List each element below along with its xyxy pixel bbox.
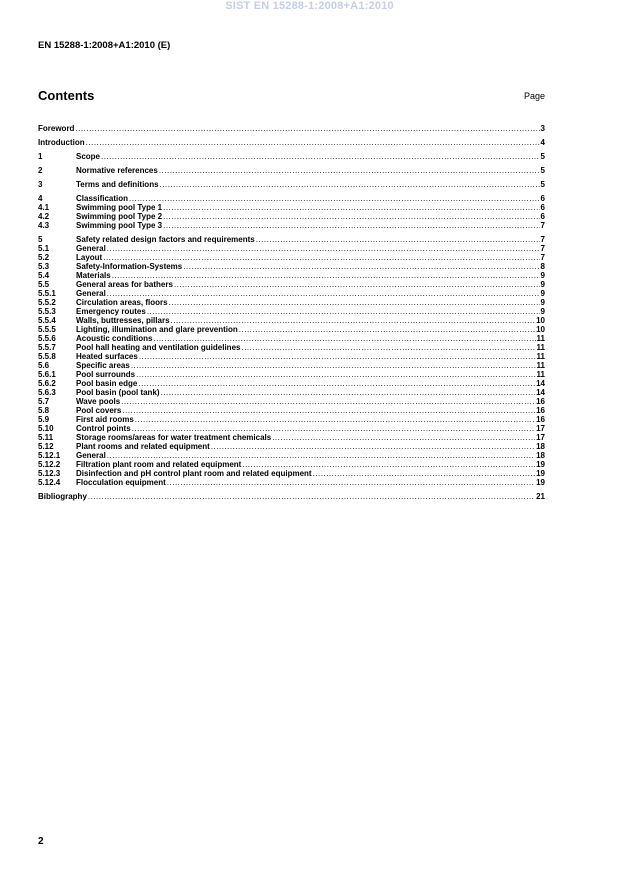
toc-entry-number: 5.12.4 <box>38 478 61 487</box>
toc-entry-number: 5.12.1 <box>38 451 61 460</box>
toc-entry-page: 14 <box>536 379 545 388</box>
toc-entry-page: 18 <box>536 442 545 451</box>
toc-entry-title: Plant rooms and related equipment <box>76 442 210 451</box>
toc-entry-page: 9 <box>540 307 545 316</box>
toc-entry-page: 11 <box>536 343 545 352</box>
toc-entry[interactable] <box>38 203 545 212</box>
toc-group <box>38 194 545 230</box>
toc-entry-title: General <box>76 451 106 460</box>
toc-entry-title: Emergency routes <box>76 307 146 316</box>
toc-entry[interactable] <box>38 388 545 397</box>
toc-entry-page: 11 <box>536 334 545 343</box>
toc-entry-number: 4.2 <box>38 212 50 221</box>
toc-entry-title: Introduction <box>38 138 85 147</box>
toc-leader-dots <box>103 253 539 262</box>
toc-entry-page: 11 <box>536 370 545 379</box>
toc-entry-number: 5.12.3 <box>38 469 61 478</box>
toc-entry-title: Swimming pool Type 2 <box>76 212 163 221</box>
toc-entry-page: 17 <box>536 424 545 433</box>
toc-leader-dots <box>161 388 536 397</box>
toc-entry-number: 5.10 <box>38 424 54 433</box>
toc-entry-page: 19 <box>536 460 545 469</box>
toc-entry[interactable] <box>38 397 545 406</box>
toc-entry-page: 10 <box>536 316 545 325</box>
toc-leader-dots <box>183 262 539 271</box>
toc-leader-dots <box>169 298 540 307</box>
toc-leader-dots <box>129 194 540 203</box>
toc-entry[interactable] <box>38 424 545 433</box>
toc-leader-dots <box>107 451 535 460</box>
toc-entry-number: 2 <box>38 166 43 175</box>
toc-entry-title: Swimming pool Type 1 <box>76 203 163 212</box>
toc-leader-dots <box>112 271 540 280</box>
toc-leader-dots <box>163 203 539 212</box>
toc-entry-page: 3 <box>540 124 545 133</box>
toc-entry-number: 5.8 <box>38 406 50 415</box>
toc-leader-dots <box>171 316 536 325</box>
toc-entry-title: Heated surfaces <box>76 352 138 361</box>
toc-entry-title: Disinfection and pH control plant room and related equipment <box>76 469 312 478</box>
toc-entry-title: General <box>76 289 106 298</box>
toc-entry-number: 5.5.8 <box>38 352 56 361</box>
toc-leader-dots <box>160 180 540 189</box>
toc-entry-number: 4.1 <box>38 203 50 212</box>
document-id: EN 15288-1:2008+A1:2010 (E) <box>38 40 171 51</box>
toc-entry-number: 5.6.1 <box>38 370 56 379</box>
toc-entry-title: Foreword <box>38 124 75 133</box>
toc-leader-dots <box>256 235 540 244</box>
toc-entry-title: Storage rooms/areas for water treatment chemicals <box>76 433 272 442</box>
toc-leader-dots <box>86 138 540 147</box>
toc-entry-number: 5.5.4 <box>38 316 56 325</box>
toc-entry[interactable] <box>38 352 545 361</box>
contents-heading: Contents <box>38 88 95 103</box>
toc-entry-title: Wave pools <box>76 397 121 406</box>
toc-leader-dots <box>136 370 535 379</box>
toc-entry-title: Terms and definitions <box>76 180 159 189</box>
toc-entry[interactable] <box>38 361 545 370</box>
toc-entry-page: 5 <box>540 180 545 189</box>
toc-leader-dots <box>132 424 535 433</box>
toc-entry[interactable] <box>38 124 545 133</box>
toc-entry[interactable] <box>38 298 545 307</box>
toc-entry[interactable] <box>38 180 545 189</box>
toc-entry[interactable] <box>38 166 545 175</box>
toc-entry-number: 5.6.3 <box>38 388 56 397</box>
toc-entry-page: 11 <box>536 352 545 361</box>
toc-leader-dots <box>121 397 535 406</box>
toc-entry-page: 6 <box>540 212 545 221</box>
toc-entry-title: Filtration plant room and related equipment <box>76 460 242 469</box>
toc-leader-dots <box>107 289 540 298</box>
toc-entry[interactable] <box>38 460 545 469</box>
toc-entry[interactable] <box>38 316 545 325</box>
toc-entry-page: 10 <box>536 325 545 334</box>
toc-entry-page: 16 <box>536 397 545 406</box>
toc-entry-title: Specific areas <box>76 361 130 370</box>
toc-entry-title: Safety-Information-Systems <box>76 262 183 271</box>
toc-entry[interactable] <box>38 253 545 262</box>
toc-entry-title: Circulation areas, floors <box>76 298 168 307</box>
toc-entry-page: 17 <box>536 433 545 442</box>
toc-entry-title: General <box>76 244 106 253</box>
toc-entry-number: 5.1 <box>38 244 50 253</box>
toc-entry-number: 5.2 <box>38 253 50 262</box>
toc-entry-number: 5.5.1 <box>38 289 56 298</box>
toc-entry-number: 5.7 <box>38 397 50 406</box>
toc-entry[interactable] <box>38 325 545 334</box>
toc-entry-page: 8 <box>540 262 545 271</box>
toc-entry-title: Pool covers <box>76 406 122 415</box>
toc-entry-page: 21 <box>536 492 545 501</box>
toc-entry-number: 3 <box>38 180 43 189</box>
toc-entry-page: 7 <box>540 244 545 253</box>
toc-entry-number: 5.12.2 <box>38 460 61 469</box>
toc-leader-dots <box>159 166 540 175</box>
toc-entry-number: 5.5.7 <box>38 343 56 352</box>
toc-entry[interactable] <box>38 343 545 352</box>
toc-entry[interactable] <box>38 138 545 147</box>
page-number: 2 <box>38 836 44 847</box>
toc-entry-number: 4.3 <box>38 221 50 230</box>
toc-entry-page: 19 <box>536 478 545 487</box>
toc-entry[interactable] <box>38 289 545 298</box>
toc-entry[interactable] <box>38 406 545 415</box>
toc-entry-page: 4 <box>540 138 545 147</box>
toc-entry-title: Pool hall heating and ventilation guidelines <box>76 343 241 352</box>
toc-leader-dots <box>167 478 535 487</box>
toc-entry-number: 5.5 <box>38 280 50 289</box>
toc-entry-page: 9 <box>540 298 545 307</box>
toc-entry[interactable] <box>38 280 545 289</box>
toc-entry[interactable] <box>38 415 545 424</box>
toc-group <box>38 152 545 161</box>
toc-entry-page: 9 <box>540 271 545 280</box>
toc-entry[interactable] <box>38 244 545 253</box>
toc-entry[interactable] <box>38 469 545 478</box>
toc-entry-page: 7 <box>540 235 545 244</box>
toc-entry[interactable] <box>38 235 545 244</box>
toc-leader-dots <box>122 406 535 415</box>
toc-group <box>38 166 545 175</box>
toc-entry-page: 6 <box>540 203 545 212</box>
toc-group <box>38 138 545 147</box>
toc-entry-title: Layout <box>76 253 103 262</box>
toc-leader-dots <box>107 244 540 253</box>
toc-entry-title: Pool basin edge <box>76 379 138 388</box>
toc-entry-title: Pool basin (pool tank) <box>76 388 160 397</box>
toc-entry-number: 5.4 <box>38 271 50 280</box>
toc-group <box>38 124 545 133</box>
toc-entry-number: 5.6 <box>38 361 50 370</box>
toc-entry[interactable] <box>38 442 545 451</box>
toc-entry[interactable] <box>38 221 545 230</box>
toc-entry-title: Lighting, illumination and glare prevention <box>76 325 238 334</box>
toc-leader-dots <box>75 124 539 133</box>
toc-entry-title: Bibliography <box>38 492 87 501</box>
toc-entry-page: 7 <box>540 221 545 230</box>
toc-entry-title: Walls, buttresses, pillars <box>76 316 170 325</box>
toc-entry-page: 16 <box>536 406 545 415</box>
toc-entry-number: 5.11 <box>38 433 54 442</box>
toc-entry-title: Safety related design factors and requirements <box>76 235 255 244</box>
toc-entry-title: Flocculation equipment <box>76 478 166 487</box>
toc-group <box>38 235 545 487</box>
toc-entry-number: 4 <box>38 194 43 203</box>
toc-entry-page: 9 <box>540 280 545 289</box>
toc-entry-page: 6 <box>540 194 545 203</box>
toc-entry[interactable] <box>38 451 545 460</box>
watermark: SIST EN 15288-1:2008+A1:2010 <box>225 0 394 12</box>
table-of-contents <box>38 124 545 506</box>
toc-entry-page: 7 <box>540 253 545 262</box>
toc-entry[interactable] <box>38 262 545 271</box>
toc-entry[interactable] <box>38 433 545 442</box>
toc-entry-number: 5.5.3 <box>38 307 56 316</box>
toc-entry-number: 5.3 <box>38 262 50 271</box>
toc-leader-dots <box>88 492 535 501</box>
toc-entry-page: 18 <box>536 451 545 460</box>
toc-entry-title: First aid rooms <box>76 415 134 424</box>
toc-entry[interactable] <box>38 212 545 221</box>
toc-entry-number: 5.5.2 <box>38 298 56 307</box>
toc-leader-dots <box>163 212 539 221</box>
toc-leader-dots <box>241 343 535 352</box>
toc-entry-title: Acoustic conditions <box>76 334 153 343</box>
toc-entry-page: 19 <box>536 469 545 478</box>
toc-leader-dots <box>135 415 535 424</box>
toc-entry-page: 11 <box>536 361 545 370</box>
toc-entry-page: 5 <box>540 152 545 161</box>
toc-entry[interactable] <box>38 334 545 343</box>
toc-entry[interactable] <box>38 379 545 388</box>
toc-entry-title: Scope <box>76 152 101 161</box>
toc-entry-title: General areas for bathers <box>76 280 173 289</box>
toc-entry-number: 5.5.6 <box>38 334 56 343</box>
toc-entry[interactable] <box>38 370 545 379</box>
toc-leader-dots <box>211 442 535 451</box>
toc-entry-page: 9 <box>540 289 545 298</box>
toc-entry-page: 14 <box>536 388 545 397</box>
toc-leader-dots <box>139 352 536 361</box>
toc-entry-number: 5.9 <box>38 415 50 424</box>
toc-leader-dots <box>174 280 540 289</box>
page-column-label: Page <box>523 91 545 101</box>
toc-entry[interactable] <box>38 194 545 203</box>
toc-entry-title: Materials <box>76 271 111 280</box>
toc-leader-dots <box>131 361 536 370</box>
toc-entry[interactable] <box>38 271 545 280</box>
toc-entry-title: Normative references <box>76 166 158 175</box>
toc-group <box>38 492 545 501</box>
toc-entry-number: 5 <box>38 235 43 244</box>
toc-entry-title: Classification <box>76 194 129 203</box>
toc-entry-page: 16 <box>536 415 545 424</box>
toc-entry-number: 5.6.2 <box>38 379 56 388</box>
toc-entry[interactable] <box>38 492 545 501</box>
toc-entry[interactable] <box>38 478 545 487</box>
toc-leader-dots <box>153 334 535 343</box>
toc-leader-dots <box>101 152 540 161</box>
toc-entry-number: 1 <box>38 152 43 161</box>
toc-entry-title: Swimming pool Type 3 <box>76 221 163 230</box>
toc-leader-dots <box>313 469 536 478</box>
toc-entry-page: 5 <box>540 166 545 175</box>
toc-leader-dots <box>147 307 540 316</box>
toc-leader-dots <box>138 379 535 388</box>
toc-leader-dots <box>239 325 535 334</box>
toc-leader-dots <box>163 221 539 230</box>
toc-entry-number: 5.5.5 <box>38 325 56 334</box>
toc-entry-title: Control points <box>76 424 131 433</box>
toc-entry[interactable] <box>38 152 545 161</box>
toc-group <box>38 180 545 189</box>
toc-leader-dots <box>242 460 535 469</box>
toc-entry-number: 5.12 <box>38 442 54 451</box>
toc-entry-title: Pool surrounds <box>76 370 136 379</box>
toc-leader-dots <box>272 433 535 442</box>
toc-entry[interactable] <box>38 307 545 316</box>
